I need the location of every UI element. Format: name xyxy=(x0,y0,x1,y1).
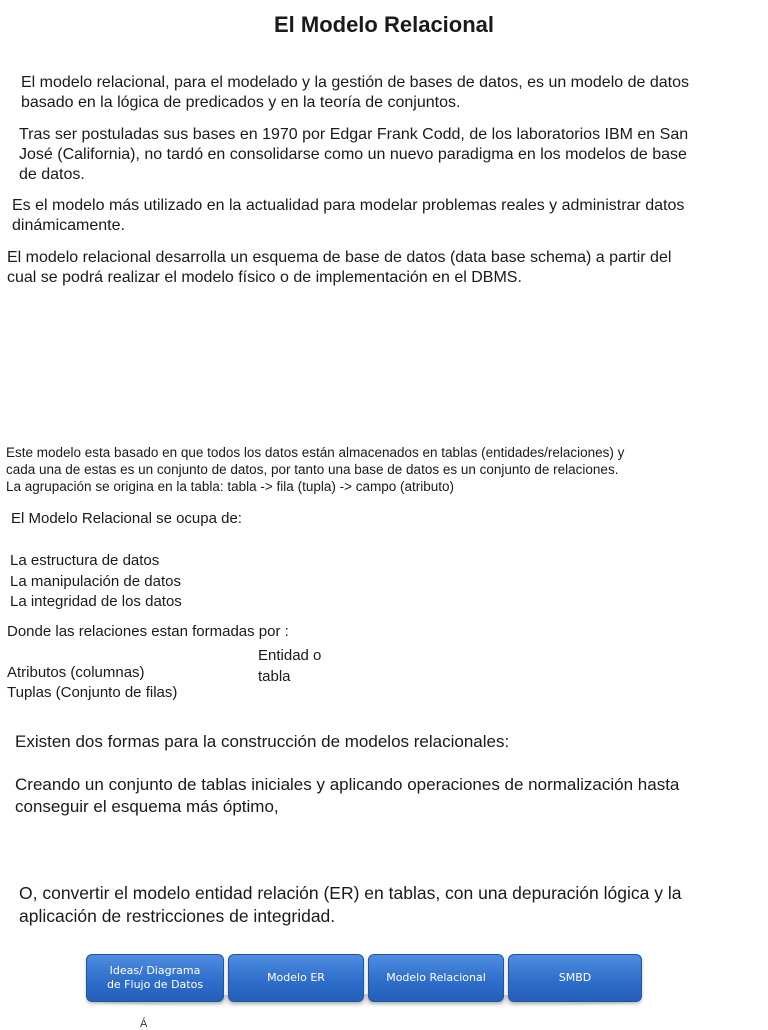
history-paragraph: Tras ser postuladas sus bases en 1970 por Edgar Frank Codd, de los laboratorios IBM en San José (California), no tardó en consolidarse como un nuevo paradigma en los modelos de base de datos. xyxy=(19,126,689,183)
process-flow-diagram xyxy=(0,954,768,1030)
flow-step-er-model: Modelo ER xyxy=(228,954,364,1002)
usage-paragraph: Es el modelo más utilizado en la actualidad para modelar problemas reales y administrar datos dinámicamente. xyxy=(12,197,685,234)
er-conversion-paragraph: O, convertir el modelo entidad relación (ER) en tablas, con una depuración lógica y la aplicación de restricciones de integridad. xyxy=(19,883,682,926)
relations-heading: Donde las relaciones estan formadas por : xyxy=(7,623,289,640)
cut-off-text: Á xyxy=(140,1018,148,1030)
tables-paragraph: Este modelo esta basado en que todos los datos están almacenados en tablas (entidades/relaciones) y cada una de estas es un conjunto de datos, por tanto una base de datos es un conjunto de relaciones. La agrupación se origina en la tabla: tabla -> fila (tupla) -> campo (atributo) xyxy=(6,445,625,494)
scope-list: La estructura de datos La manipulación de datos La integridad de los datos xyxy=(10,552,182,610)
page-title: El Modelo Relacional xyxy=(273,12,495,37)
intro-paragraph: El modelo relacional, para el modelado y la gestión de bases de datos, es un modelo de datos basado en la lógica de predicados y en la teoría de conjuntos. xyxy=(21,74,689,111)
construction-heading: Existen dos formas para la construcción de modelos relacionales: xyxy=(15,732,510,751)
flow-step-smbd: SMBD xyxy=(508,954,642,1002)
entity-label: Entidad o tabla xyxy=(258,647,322,685)
normalization-paragraph: Creando un conjunto de tablas iniciales y aplicando operaciones de normalización hasta conseguir el esquema más óptimo, xyxy=(15,775,680,816)
relations-list: Atributos (columnas) Tuplas (Conjunto de filas) xyxy=(7,664,178,701)
scope-heading: El Modelo Relacional se ocupa de: xyxy=(11,510,242,527)
flow-step-ideas: Ideas/ Diagrama de Flujo de Datos xyxy=(86,954,224,1002)
flow-step-relational-model: Modelo Relacional xyxy=(368,954,504,1002)
schema-paragraph: El modelo relacional desarrolla un esquema de base de datos (data base schema) a partir del cual se podrá realizar el modelo físico o de implementación en el DBMS. xyxy=(7,249,672,286)
